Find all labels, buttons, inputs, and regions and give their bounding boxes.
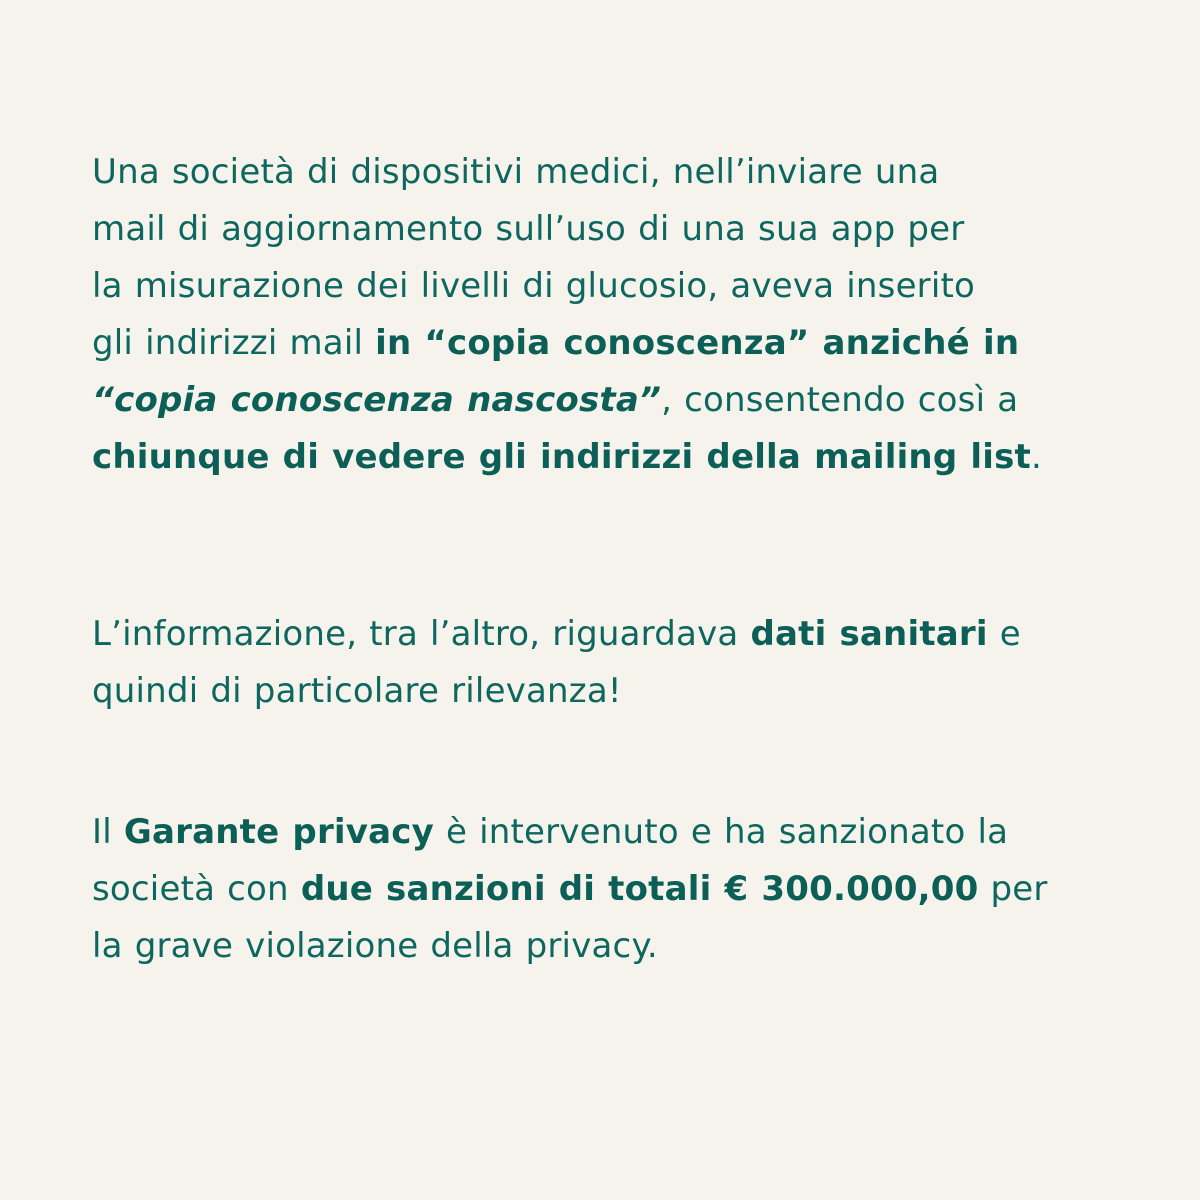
paragraph-incident-line-4: [92, 315, 1142, 372]
paragraph-incident-line-1: Una società di dispositivi medici, nell’inviare una: [92, 152, 940, 192]
text-segment: per: [978, 869, 1048, 909]
italic-bcc: “copia conoscenza nascosta”: [92, 380, 662, 420]
emphasis-health-data: dati sanitari: [750, 614, 988, 654]
paragraph-sanction-line-3: la grave violazione della privacy.: [92, 926, 658, 966]
paragraph-incident-line-6: [92, 429, 1142, 486]
text-segment: L’informazione, tra l’altro, riguardava: [92, 614, 751, 654]
paragraph-health-data: [92, 606, 1142, 720]
paragraph-sanction-line-2: [92, 861, 1142, 918]
emphasis-garante: Garante privacy: [123, 812, 434, 852]
paragraph-health-data-line-1: [92, 606, 1142, 663]
text-segment: gli indirizzi mail: [92, 323, 376, 363]
emphasis-cc: in “copia conoscenza” anziché in: [375, 323, 1020, 363]
emphasis-fine-amount: due sanzioni di totali € 300.000,00: [300, 869, 979, 909]
paragraph-sanction: [92, 804, 1142, 975]
paragraph-health-data-line-2: quindi di particolare rilevanza!: [92, 671, 622, 711]
paragraph-incident-line-2: mail di aggiornamento sull’uso di una sua app per: [92, 209, 965, 249]
paragraph-incident-line-5: [92, 372, 1142, 429]
emphasis-exposed-addresses: chiunque di vedere gli indirizzi della mailing list: [92, 437, 1032, 477]
text-segment: è intervenuto e ha sanzionato la: [434, 812, 1009, 852]
text-segment: Il: [92, 812, 124, 852]
paragraph-incident-line-3: la misurazione dei livelli di glucosio, aveva inserito: [92, 266, 976, 306]
text-segment: .: [1031, 437, 1043, 477]
text-segment: società con: [92, 869, 301, 909]
text-segment: e: [987, 614, 1021, 654]
text-segment: , consentendo così a: [661, 380, 1019, 420]
emphasis-bcc: [92, 380, 661, 420]
paragraph-incident: [92, 144, 1142, 486]
paragraph-sanction-line-1: [92, 804, 1142, 861]
